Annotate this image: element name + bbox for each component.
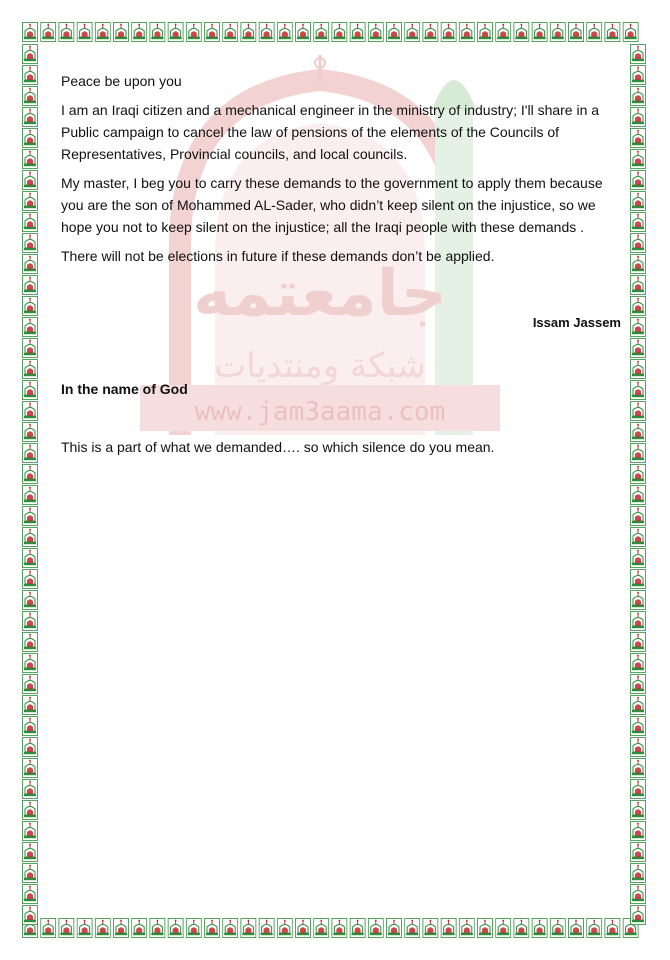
- border-tile-icon: [631, 192, 646, 211]
- border-tile-icon: [241, 23, 256, 42]
- border-tile-icon: [631, 717, 646, 736]
- border-tile-icon: [150, 919, 165, 938]
- border-tile-icon: [23, 129, 38, 148]
- border-tile-icon: [23, 612, 38, 631]
- border-tile-icon: [23, 465, 38, 484]
- border-tile-icon: [631, 465, 646, 484]
- border-tile-icon: [23, 66, 38, 85]
- border-tile-icon: [23, 738, 38, 757]
- border-tile-icon: [296, 23, 311, 42]
- border-tile-icon: [23, 234, 38, 253]
- watermark-site-text: www.jam3aama.com: [194, 397, 446, 427]
- border-tile-icon: [631, 150, 646, 169]
- border-tile-icon: [223, 23, 238, 42]
- border-tile-icon: [605, 919, 620, 938]
- border-tile-icon: [631, 486, 646, 505]
- border-tile-icon: [631, 129, 646, 148]
- border-tile-icon: [387, 23, 402, 42]
- border-tile-icon: [332, 23, 347, 42]
- border-tile-icon: [631, 255, 646, 274]
- border-tile-icon: [23, 759, 38, 778]
- border-tile-icon: [441, 919, 456, 938]
- border-tile-icon: [368, 23, 383, 42]
- border-tile-icon: [23, 549, 38, 568]
- border-tile-icon: [631, 213, 646, 232]
- border-tile-icon: [41, 919, 56, 938]
- border-tile-icon: [186, 23, 201, 42]
- border-tile-icon: [569, 919, 584, 938]
- border-tile-icon: [23, 822, 38, 841]
- border-tile-icon: [631, 339, 646, 358]
- border-tile-icon: [23, 696, 38, 715]
- border-tile-icon: [259, 919, 274, 938]
- border-tile-icon: [532, 919, 547, 938]
- border-tile-icon: [205, 23, 220, 42]
- border-tile-icon: [296, 919, 311, 938]
- border-tile-icon: [631, 801, 646, 820]
- border-tile-icon: [23, 486, 38, 505]
- border-tile-icon: [631, 381, 646, 400]
- border-tile-icon: [631, 444, 646, 463]
- border-tile-icon: [23, 717, 38, 736]
- border-tile-icon: [605, 23, 620, 42]
- border-tile-icon: [350, 23, 365, 42]
- border-tile-icon: [259, 23, 274, 42]
- border-tile-icon: [631, 759, 646, 778]
- border-tile-icon: [405, 23, 420, 42]
- border-tile-icon: [350, 919, 365, 938]
- reply-heading: In the name of God: [61, 381, 188, 397]
- border-tile-icon: [631, 738, 646, 757]
- border-tile-icon: [23, 444, 38, 463]
- border-tile-icon: [23, 654, 38, 673]
- border-tile-icon: [223, 919, 238, 938]
- paragraph-3: There will not be elections in future if these demands don’t be applied.: [61, 248, 495, 264]
- border-tile-icon: [550, 23, 565, 42]
- border-tile-icon: [550, 919, 565, 938]
- paragraph-2: My master, I beg you to carry these demands to the government to apply them because you are the son of Mohammed AL-Sader, who didn’t keep silent on the injustice, so we hope you not to keep silent on the injustice; all the Iraqi people with these demands .: [61, 175, 603, 235]
- border-tile-icon: [23, 108, 38, 127]
- border-tile-icon: [631, 507, 646, 526]
- border-tile-icon: [23, 87, 38, 106]
- border-tile-icon: [23, 192, 38, 211]
- border-tile-icon: [587, 919, 602, 938]
- border-tile-icon: [631, 108, 646, 127]
- border-tile-icon: [23, 885, 38, 904]
- border-tile-icon: [368, 919, 383, 938]
- border-tile-icon: [41, 23, 56, 42]
- border-tile-icon: [77, 919, 92, 938]
- border-tile-icon: [23, 318, 38, 337]
- border-tile-icon: [631, 423, 646, 442]
- border-tile-icon: [631, 66, 646, 85]
- border-tile-icon: [23, 297, 38, 316]
- border-tile-icon: [631, 822, 646, 841]
- border-tile-icon: [114, 23, 129, 42]
- border-tile-icon: [95, 919, 110, 938]
- border-tile-icon: [23, 864, 38, 883]
- border-tile-icon: [631, 528, 646, 547]
- border-tile-icon: [23, 801, 38, 820]
- border-tile-icon: [23, 276, 38, 295]
- border-tile-icon: [532, 23, 547, 42]
- border-tile-icon: [514, 23, 529, 42]
- border-tile-icon: [587, 23, 602, 42]
- border-tile-icon: [23, 213, 38, 232]
- border-tile-icon: [631, 402, 646, 421]
- border-tile-icon: [423, 919, 438, 938]
- border-tile-icon: [23, 906, 38, 925]
- border-tile-icon: [23, 591, 38, 610]
- border-tile-icon: [496, 23, 511, 42]
- border-tile-icon: [631, 549, 646, 568]
- border-tile-icon: [459, 23, 474, 42]
- border-tile-icon: [631, 675, 646, 694]
- border-tile-icon: [631, 234, 646, 253]
- border-tile-icon: [23, 570, 38, 589]
- border-tile-icon: [423, 23, 438, 42]
- border-tile-icon: [623, 23, 638, 42]
- border-tile-icon: [631, 885, 646, 904]
- border-tile-icon: [277, 919, 292, 938]
- border-tile-icon: [405, 919, 420, 938]
- border-tile-icon: [631, 297, 646, 316]
- border-tile-icon: [478, 23, 493, 42]
- border-tile-icon: [59, 23, 74, 42]
- border-tile-icon: [631, 780, 646, 799]
- border-tile-icon: [631, 591, 646, 610]
- border-tile-icon: [23, 528, 38, 547]
- border-tile-icon: [59, 919, 74, 938]
- border-tile-icon: [332, 919, 347, 938]
- border-tile-icon: [631, 843, 646, 862]
- border-tile-icon: [77, 23, 92, 42]
- border-tile-icon: [631, 864, 646, 883]
- border-tile-icon: [23, 360, 38, 379]
- border-tile-icon: [23, 23, 38, 42]
- border-tile-icon: [150, 23, 165, 42]
- border-tile-icon: [478, 919, 493, 938]
- border-tile-icon: [631, 45, 646, 64]
- border-tile-icon: [23, 402, 38, 421]
- border-tile-icon: [631, 654, 646, 673]
- border-tile-icon: [132, 23, 147, 42]
- border-tile-icon: [241, 919, 256, 938]
- border-tile-icon: [631, 696, 646, 715]
- border-tile-icon: [23, 423, 38, 442]
- border-tile-icon: [459, 919, 474, 938]
- letter-body: [61, 70, 621, 465]
- border-tile-icon: [314, 23, 329, 42]
- watermark-arabic-title: جامعتمه: [193, 257, 447, 331]
- border-tile-icon: [631, 612, 646, 631]
- reply-text: This is a part of what we demanded…. so which silence do you mean.: [61, 439, 495, 455]
- border-tile-icon: [23, 843, 38, 862]
- border-tile-icon: [514, 919, 529, 938]
- signature: Issam Jassem: [532, 315, 621, 330]
- border-tile-icon: [132, 919, 147, 938]
- border-tile-icon: [631, 633, 646, 652]
- border-tile-icon: [205, 919, 220, 938]
- border-tile-icon: [23, 255, 38, 274]
- border-tile-icon: [631, 360, 646, 379]
- border-tile-icon: [23, 45, 38, 64]
- border-tile-icon: [277, 23, 292, 42]
- border-tile-icon: [631, 171, 646, 190]
- border-tile-icon: [631, 906, 646, 925]
- border-tile-icon: [23, 507, 38, 526]
- greeting: Peace be upon you: [61, 73, 182, 89]
- border-tile-icon: [23, 675, 38, 694]
- border-tile-icon: [114, 919, 129, 938]
- watermark-arabic-subtitle: شبكة ومنتديات: [214, 346, 426, 386]
- border-tile-icon: [23, 150, 38, 169]
- border-tile-icon: [168, 919, 183, 938]
- border-tile-icon: [631, 570, 646, 589]
- border-tile-icon: [23, 633, 38, 652]
- border-tile-icon: [496, 919, 511, 938]
- border-tile-icon: [631, 318, 646, 337]
- border-tile-icon: [23, 339, 38, 358]
- border-tile-icon: [23, 171, 38, 190]
- border-tile-icon: [631, 87, 646, 106]
- border-tile-icon: [314, 919, 329, 938]
- border-tile-icon: [387, 919, 402, 938]
- border-tile-icon: [569, 23, 584, 42]
- border-tile-icon: [441, 23, 456, 42]
- border-tile-icon: [631, 276, 646, 295]
- border-tile-icon: [186, 919, 201, 938]
- border-tile-icon: [95, 23, 110, 42]
- border-tile-icon: [23, 381, 38, 400]
- border-tile-icon: [23, 780, 38, 799]
- border-tile-icon: [168, 23, 183, 42]
- paragraph-1: I am an Iraqi citizen and a mechanical engineer in the ministry of industry; I'll share in a Public campaign to cancel the law of pensions of the elements of the Councils of Representatives, Provincial councils, and local councils.: [61, 102, 600, 162]
